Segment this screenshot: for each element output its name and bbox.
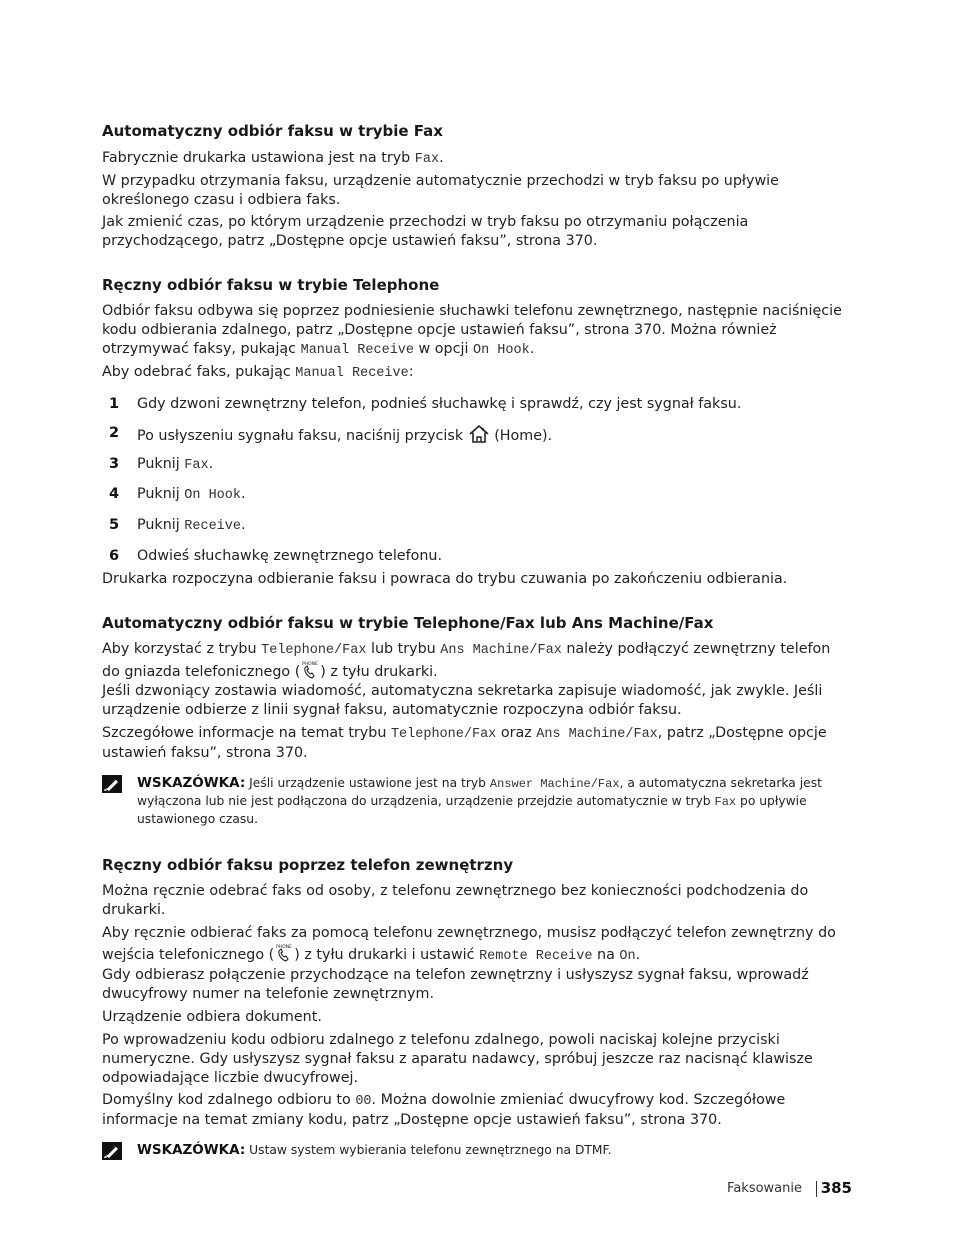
code-text: Ans Machine/Fax bbox=[536, 727, 658, 742]
code-text: Answer Machine/Fax bbox=[489, 777, 620, 791]
step-number: 3 bbox=[109, 456, 120, 472]
step-text: Gdy dzwoni zewnętrzny telefon, podnieś słuchawkę i sprawdź, czy jest sygnał faksu. bbox=[137, 396, 742, 412]
step-number: 5 bbox=[109, 517, 120, 533]
text: ( bbox=[489, 428, 500, 444]
step-text bbox=[137, 516, 246, 536]
step-text bbox=[137, 424, 552, 450]
code-text: Fax bbox=[714, 795, 737, 809]
paragraph: Drukarka rozpoczyna odbieranie faksu i powraca do trybu czuwania po zakończeniu odbierania. bbox=[102, 571, 788, 587]
note-label: WSKAZÓWKA: bbox=[137, 1142, 246, 1158]
note-text bbox=[137, 775, 852, 828]
step-number: 2 bbox=[109, 425, 120, 441]
paragraph: W przypadku otrzymania faksu, urządzenie automatycznie przechodzi w tryb faksu po upływie określonego czasu i odbiera faks. bbox=[102, 173, 779, 208]
step-item bbox=[102, 516, 847, 536]
text: Aby korzystać z trybu bbox=[102, 641, 262, 657]
note-label: WSKAZÓWKA: bbox=[137, 775, 246, 791]
text: oraz bbox=[496, 725, 537, 741]
code-text: Telephone/Fax bbox=[390, 727, 497, 742]
text: na bbox=[592, 947, 620, 963]
step-text bbox=[137, 455, 213, 475]
step-text bbox=[137, 485, 246, 505]
text: . Można dowolnie zmieniać dwucyfrowy kod. Szczegółowe informacje na temat zmiany kodu, patrz „Dostępne opcje ustawień faksu”, strona 370. bbox=[102, 1092, 786, 1128]
page-number: 385 bbox=[820, 1179, 852, 1197]
text: Puknij bbox=[137, 486, 185, 502]
text: Fabrycznie drukarka ustawiona jest na tryb bbox=[102, 150, 415, 166]
note-pencil-icon bbox=[102, 1142, 122, 1160]
text: Po usłyszeniu sygnału faksu, naciśnij przycisk bbox=[137, 428, 468, 444]
paragraph bbox=[102, 1091, 847, 1130]
text: lub trybu bbox=[366, 641, 441, 657]
note-pencil-icon bbox=[102, 775, 122, 793]
paragraph bbox=[102, 724, 847, 763]
text: . bbox=[208, 456, 214, 472]
code-text: Fax bbox=[184, 458, 209, 473]
paragraph bbox=[102, 149, 847, 169]
paragraph bbox=[102, 640, 847, 686]
code-text: Fax bbox=[414, 152, 440, 167]
text: , patrz „Dostępne opcje ustawień faksu”, strona 370. bbox=[102, 725, 827, 761]
step-number: 6 bbox=[109, 548, 120, 564]
code-text: Ans Machine/Fax bbox=[440, 643, 562, 658]
text: . bbox=[635, 947, 641, 963]
text: Aby odebrać faks, pukając bbox=[102, 364, 296, 380]
text: Odbiór faksu odbywa się poprzez podniesienie słuchawki telefonu zewnętrznego, następnie naciśnięcie kodu odbierania zdalnego, patrz „Dostępne opcje ustawień faksu”, strona 370. Można również otrzymywać faksy, pukając bbox=[102, 303, 842, 357]
section-auto-fax bbox=[102, 121, 847, 141]
page-footer bbox=[600, 1179, 852, 1199]
text: w opcji bbox=[414, 341, 473, 357]
section-auto-telephone-fax bbox=[102, 613, 847, 633]
paragraph bbox=[102, 363, 847, 383]
section-manual-telephone bbox=[102, 275, 847, 295]
paragraph: Gdy odbierasz połączenie przychodzące na telefon zewnętrzny i usłyszysz sygnał faksu, wprowadź dwucyfrowy numer na telefonie zewnętrznym. bbox=[102, 967, 809, 1002]
section-heading: Automatyczny odbiór faksu w trybie Fax bbox=[102, 122, 443, 140]
step-item bbox=[102, 395, 847, 415]
text: po upływie ustawionego czasu. bbox=[137, 794, 807, 826]
code-text: Remote Receive bbox=[479, 949, 593, 964]
text: ) z tyłu drukarki i ustawić bbox=[294, 947, 480, 963]
section-heading: Ręczny odbiór faksu poprzez telefon zewnętrzny bbox=[102, 856, 514, 874]
code-text: Manual Receive bbox=[300, 343, 415, 358]
section-heading: Automatyczny odbiór faksu w trybie Telephone/Fax lub Ans Machine/Fax bbox=[102, 614, 714, 632]
svg-text:PHONE: PHONE bbox=[302, 662, 319, 667]
footer-section-name: Faksowanie bbox=[727, 1181, 802, 1196]
home-icon bbox=[468, 424, 490, 450]
code-text: Telephone/Fax bbox=[261, 643, 367, 658]
step-text: Odwieś słuchawkę zewnętrznego telefonu. bbox=[137, 548, 443, 564]
text: . bbox=[240, 486, 246, 502]
text: . bbox=[529, 341, 535, 357]
text: , a automatyczna sekretarka jest wyłączona lub nie jest podłączona do urządzenia, urządzenie przejdzie automatycznie w tryb bbox=[137, 776, 822, 808]
step-item bbox=[102, 455, 847, 475]
step-item bbox=[102, 424, 847, 444]
text: ) z tyłu drukarki. bbox=[320, 664, 438, 680]
code-text: Manual Receive bbox=[295, 366, 409, 381]
text: Domyślny kod zdalnego odbioru to bbox=[102, 1092, 356, 1108]
text: Aby ręcznie odbierać faks za pomocą telefonu zewnętrznego, musisz podłączyć telefon zewnętrzny do wejścia telefonicznego ( bbox=[102, 925, 836, 963]
text: Puknij bbox=[137, 456, 185, 472]
text: Ustaw system wybierania telefonu zewnętrznego na DTMF. bbox=[245, 1143, 612, 1157]
text: ). bbox=[542, 428, 553, 444]
code-text: 00 bbox=[355, 1094, 372, 1109]
paragraph: Po wprowadzeniu kodu odbioru zdalnego z telefonu zdalnego, powoli naciskaj kolejne przyciski numeryczne. Gdy usłyszysz sygnał faksu z aparatu nadawcy, spróbuj jeszcze raz nacisnąć klawisze odpowiadające liczbie dwucyfrowej. bbox=[102, 1032, 813, 1086]
text: Puknij bbox=[137, 517, 185, 533]
text: Jeśli urządzenie ustawione jest na tryb bbox=[245, 776, 490, 790]
section-heading: Ręczny odbiór faksu w trybie Telephone bbox=[102, 276, 440, 294]
code-text: On Hook bbox=[472, 343, 530, 358]
note-text bbox=[137, 1142, 852, 1159]
text: . bbox=[439, 150, 444, 166]
paragraph bbox=[102, 302, 847, 360]
step-number: 1 bbox=[109, 396, 120, 412]
paragraph: Urządzenie odbiera dokument. bbox=[102, 1009, 322, 1025]
footer-divider bbox=[816, 1181, 817, 1197]
paragraph bbox=[102, 924, 847, 969]
paragraph: Jak zmienić czas, po którym urządzenie przechodzi w tryb faksu po otrzymaniu połączenia przychodzącego, patrz „Dostępne opcje ustawień faksu”, strona 370. bbox=[102, 214, 749, 249]
svg-text:PHONE: PHONE bbox=[276, 945, 293, 950]
paragraph: Jeśli dzwoniący zostawia wiadomość, automatyczna sekretarka zapisuje wiadomość, jak zwykle. Jeśli urządzenie odbierze z linii sygnał faksu, automatycznie rozpoczyna odbiór faksu. bbox=[102, 683, 823, 718]
code-text: On Hook bbox=[184, 488, 241, 503]
step-number: 4 bbox=[109, 486, 120, 502]
step-item bbox=[102, 485, 847, 505]
text: należy podłączyć zewnętrzny telefon do gniazda telefonicznego ( bbox=[102, 641, 831, 680]
text: Szczegółowe informacje na temat trybu bbox=[102, 725, 391, 741]
code-text: Receive bbox=[184, 519, 241, 534]
section-manual-external-phone bbox=[102, 855, 847, 875]
step-item bbox=[102, 547, 847, 567]
paragraph: Można ręcznie odebrać faks od osoby, z telefonu zewnętrznego bez konieczności podchodzenia do drukarki. bbox=[102, 883, 809, 918]
text: . bbox=[240, 517, 246, 533]
text: : bbox=[408, 364, 414, 380]
code-text: On bbox=[619, 949, 636, 964]
home-label: Home bbox=[499, 428, 543, 444]
